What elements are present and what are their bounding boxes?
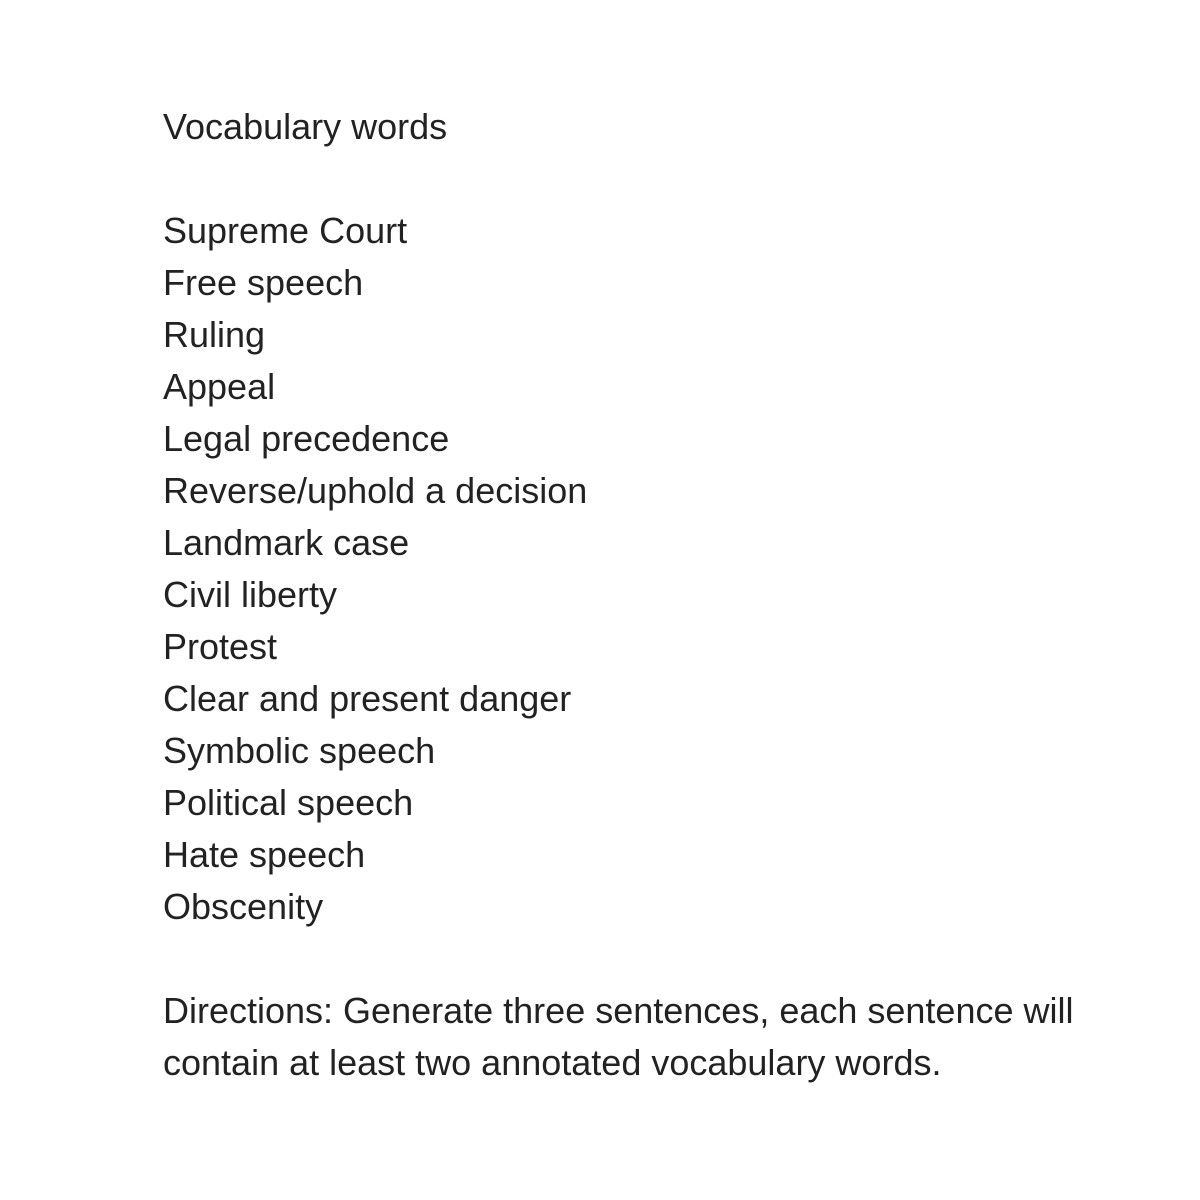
vocabulary-item: Landmark case [163, 522, 410, 563]
document-content [163, 101, 1123, 1089]
vocabulary-item: Political speech [163, 782, 414, 823]
vocabulary-item: Protest [163, 626, 278, 667]
vocabulary-item: Ruling [163, 314, 266, 355]
vocabulary-item: Symbolic speech [163, 730, 436, 771]
vocabulary-item: Free speech [163, 262, 364, 303]
vocabulary-list [163, 205, 1123, 933]
vocabulary-item: Legal precedence [163, 418, 450, 459]
vocabulary-item: Appeal [163, 366, 276, 407]
vocabulary-item: Hate speech [163, 834, 366, 875]
vocabulary-item: Reverse/uphold a decision [163, 470, 588, 511]
vocabulary-item: Obscenity [163, 886, 324, 927]
page-title: Vocabulary words [163, 106, 448, 147]
vocabulary-item: Civil liberty [163, 574, 338, 615]
vocabulary-item: Clear and present danger [163, 678, 572, 719]
directions-text: Directions: Generate three sentences, each sentence will contain at least two annotated vocabulary words. [163, 990, 1074, 1083]
vocabulary-item: Supreme Court [163, 210, 408, 251]
